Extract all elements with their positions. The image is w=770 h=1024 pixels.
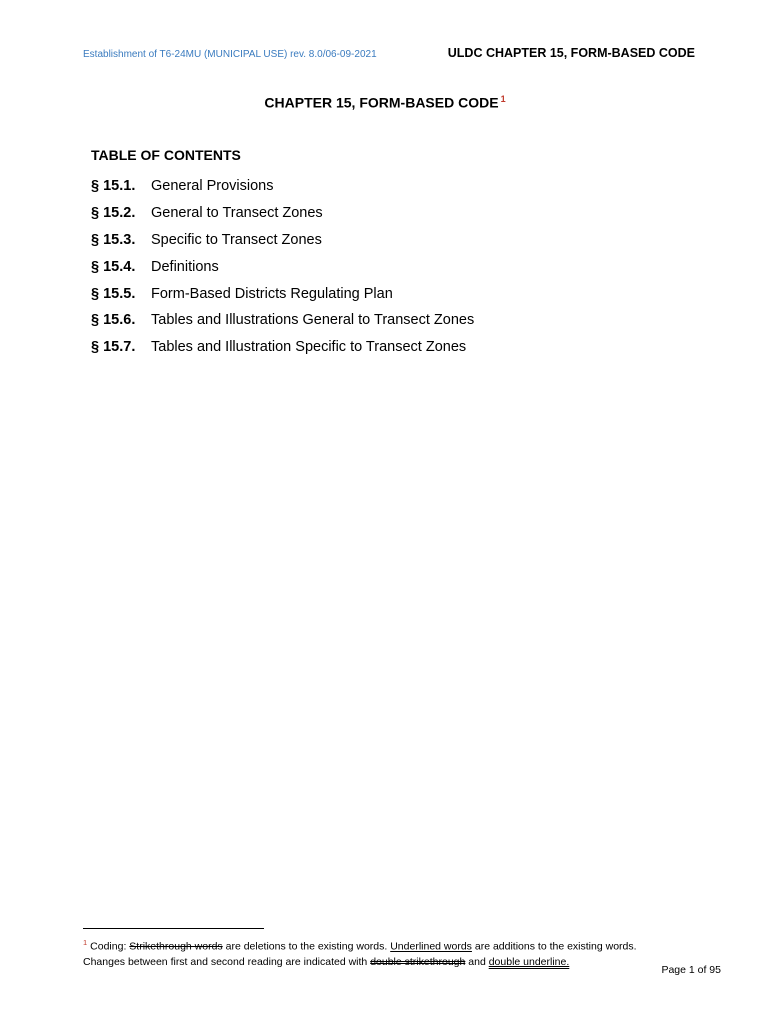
toc-item-15-3[interactable] (91, 227, 474, 254)
footnote-marker: 1 (83, 938, 88, 947)
footnote-underline-sample: Underlined words (390, 940, 472, 953)
toc-list (91, 173, 474, 361)
toc-item-number: § 15.6. (91, 312, 136, 329)
header-chapter-title: ULDC CHAPTER 15, FORM-BASED CODE (447, 46, 695, 60)
footnote-double-strike-sample: double strikethrough (370, 955, 466, 968)
toc-item-label: Form-Based Districts Regulating Plan (151, 285, 393, 302)
toc-item-number: § 15.4. (91, 258, 136, 275)
toc-item-number: § 15.7. (91, 339, 136, 356)
toc-item-number: § 15.5. (91, 285, 136, 302)
footnote-coding-label: Coding: (90, 940, 127, 953)
toc-item-label: Tables and Illustrations General to Transect Zones (151, 312, 475, 329)
chapter-title (0, 94, 770, 111)
toc-item-number: § 15.1. (91, 178, 136, 195)
footnote-divider (83, 928, 264, 929)
footnote-double-underline-sample: double underline. (488, 955, 570, 968)
toc-item-15-6[interactable] (91, 307, 474, 334)
toc-item-label: Tables and Illustration Specific to Transect Zones (151, 339, 467, 356)
footnote (83, 935, 703, 970)
toc-item-15-1[interactable] (91, 173, 474, 200)
toc-item-label: Specific to Transect Zones (151, 231, 322, 248)
toc-heading: TABLE OF CONTENTS (91, 147, 241, 163)
toc-item-15-2[interactable] (91, 200, 474, 227)
page-number: Page 1 of 95 (661, 964, 721, 976)
toc-item-number: § 15.2. (91, 205, 136, 222)
header-revision-note: Establishment of T6-24MU (MUNICIPAL USE) rev. 8.0/06-09-2021 (83, 49, 377, 60)
footnote-text: are deletions to the existing words. (225, 940, 388, 953)
footnote-strike-sample: Strikethrough words (129, 940, 223, 953)
footnote-reference[interactable]: 1 (500, 94, 506, 104)
toc-item-15-4[interactable] (91, 253, 474, 280)
toc-item-label: General Provisions (151, 178, 274, 195)
toc-item-label: Definitions (151, 258, 219, 275)
footnote-text: and (468, 955, 486, 968)
toc-item-15-7[interactable] (91, 334, 474, 361)
toc-item-15-5[interactable] (91, 280, 474, 307)
toc-item-number: § 15.3. (91, 231, 136, 248)
footnote-text: Changes between first and second reading are indicated with (83, 955, 368, 968)
toc-item-label: General to Transect Zones (151, 205, 323, 222)
footnote-text: are additions to the existing words. (474, 940, 637, 953)
chapter-title-text: CHAPTER 15, FORM-BASED CODE (264, 94, 499, 111)
